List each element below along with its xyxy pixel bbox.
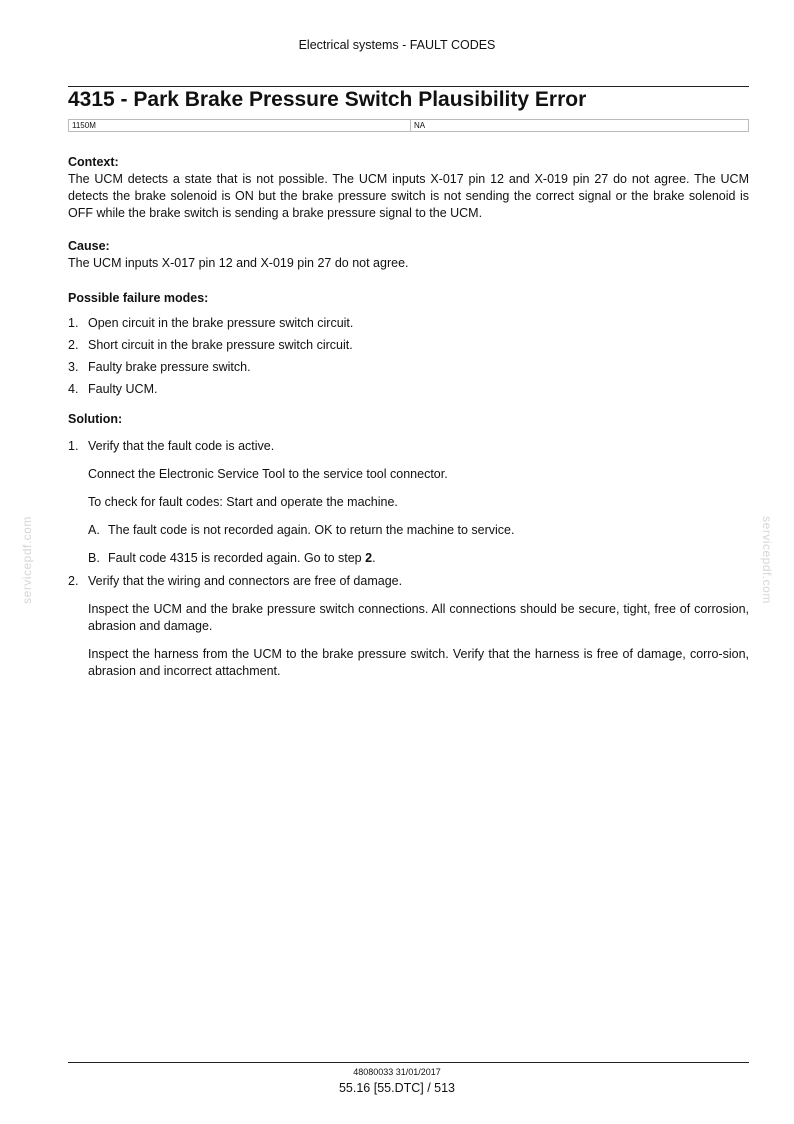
content <box>68 154 749 680</box>
step-option-b <box>88 550 749 567</box>
step-number: 1. <box>68 439 79 453</box>
footer-page-ref: 55.16 [55.DTC] / 513 <box>338 1081 456 1095</box>
solution-section <box>68 411 749 680</box>
info-table <box>68 119 749 132</box>
solution-step-2 <box>68 573 749 680</box>
list-item-text: Faulty UCM. <box>88 382 158 396</box>
step-option-a <box>88 522 749 539</box>
list-item-number: 2. <box>68 338 79 352</box>
context-text: The UCM detects a state that is not possible. The UCM inputs X-017 pin 12 and X-019 pin 27 do not agree. The UCM detects the brake solenoid is ON but the brake pressure switch is not sending the correct signal or the brake solenoid is OFF while the brake switch is sending a brake pressure signal to the UCM. <box>68 172 749 220</box>
step-number: 2. <box>68 574 79 588</box>
footer-rule <box>68 1062 749 1063</box>
failure-modes-section <box>68 290 749 398</box>
step-reference: 2 <box>365 551 373 565</box>
context-section <box>68 154 749 222</box>
info-cell-model: 1150M <box>69 120 411 131</box>
failure-modes-heading: Possible failure modes: <box>68 291 209 305</box>
list-item-text: Open circuit in the brake pressure switch circuit. <box>88 316 354 330</box>
solution-step-1 <box>68 438 749 567</box>
list-item-number: 4. <box>68 382 79 396</box>
step-title: Verify that the wiring and connectors are free of damage. <box>88 574 403 588</box>
list-item-number: 1. <box>68 316 79 330</box>
step-paragraph: Connect the Electronic Service Tool to the service tool connector. <box>88 467 448 481</box>
step-paragraph: To check for fault codes: Start and operate the machine. <box>88 495 398 509</box>
cause-text: The UCM inputs X-017 pin 12 and X-019 pin 27 do not agree. <box>68 256 409 270</box>
page-header: Electrical systems - FAULT CODES <box>298 38 496 52</box>
list-item <box>68 359 749 376</box>
list-item-text: Faulty brake pressure switch. <box>88 360 251 374</box>
option-text: The fault code is not recorded again. OK to return the machine to service. <box>108 523 515 537</box>
failure-modes-list <box>68 315 749 398</box>
watermark-left: servicepdf.com <box>20 516 34 604</box>
list-item-number: 3. <box>68 360 79 374</box>
option-text-main: Fault code 4315 is recorded again. Go to step <box>108 551 366 565</box>
list-item <box>68 315 749 332</box>
cause-heading: Cause: <box>68 239 110 253</box>
watermark-right: servicepdf.com <box>760 516 774 604</box>
context-heading: Context: <box>68 155 119 169</box>
list-item <box>68 337 749 354</box>
option-label: B. <box>88 551 100 565</box>
step-title: Verify that the fault code is active. <box>88 439 275 453</box>
option-label: A. <box>88 523 100 537</box>
page-title: 4315 - Park Brake Pressure Switch Plausibility Error <box>68 88 587 111</box>
solution-heading: Solution: <box>68 412 123 426</box>
option-text-end: . <box>372 551 376 565</box>
step-body <box>88 573 749 680</box>
step-paragraph: Inspect the harness from the UCM to the brake pressure switch. Verify that the harness is free of damage, corro-sion, abrasion and incorrect attachment. <box>88 647 749 678</box>
cause-section <box>68 238 749 272</box>
step-body <box>88 438 749 567</box>
list-item <box>68 381 749 398</box>
step-paragraph: Inspect the UCM and the brake pressure switch connections. All connections should be secure, tight, free of corrosion, abrasion and damage. <box>88 602 749 633</box>
option-text <box>108 550 376 567</box>
title-rule <box>68 86 749 87</box>
footer-doc-ref: 48080033 31/01/2017 <box>353 1067 441 1077</box>
list-item-text: Short circuit in the brake pressure switch circuit. <box>88 338 353 352</box>
info-cell-region: NA <box>414 121 426 130</box>
